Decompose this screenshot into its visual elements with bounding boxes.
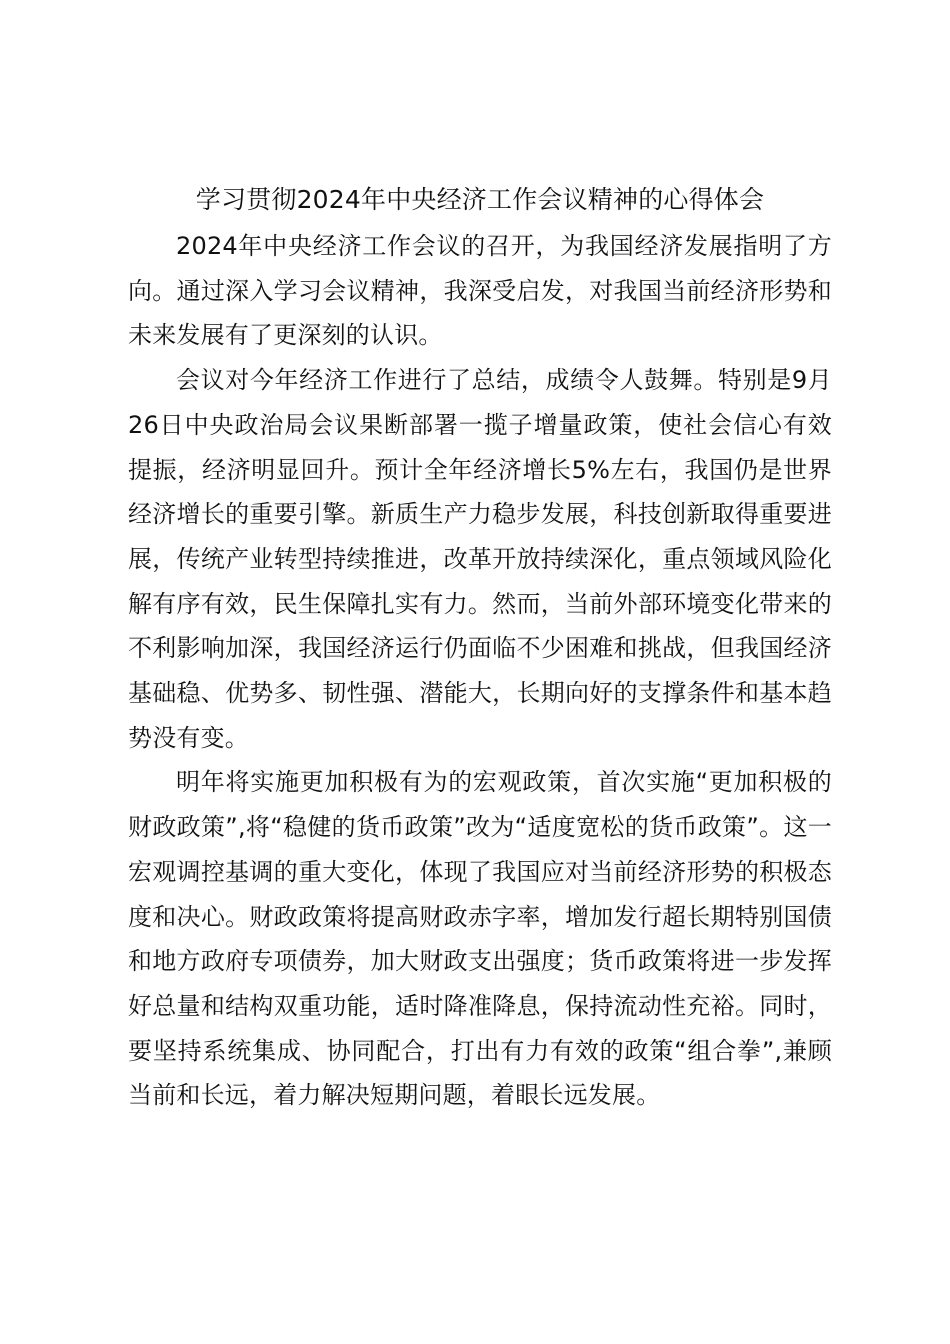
paragraph-2: 会议对今年经济工作进行了总结，成绩令人鼓舞。特别是9月26日中央政治局会议果断部署一揽子增量政策，使社会信心有效提振，经济明显回升。预计全年经济增长5%左右，我国仍是世界经济增长的重要引擎。新质生产力稳步发展，科技创新取得重要进展，传统产业转型持续推进，改革开放持续深化，重点领域风险化解有序有效，民生保障扎实有力。然而，当前外部环境变化带来的不利影响加深，我国经济运行仍面临不少困难和挑战，但我国经济基础稳、优势多、韧性强、潜能大，长期向好的支撑条件和基本趋势没有变。	[128, 366, 832, 752]
paragraph-3: 明年将实施更加积极有为的宏观政策，首次实施“更加积极的财政政策”,将“稳健的货币政策”改为“适度宽松的货币政策”。这一宏观调控基调的重大变化，体现了我国应对当前经济形势的积极态度和决心。财政政策将提高财政赤字率，增加发行超长期特别国债和地方政府专项债券，加大财政支出强度；货币政策将进一步发挥好总量和结构双重功能，适时降准降息，保持流动性充裕。同时，要坚持系统集成、协同配合，打出有力有效的政策“组合拳”,兼顾当前和长远，着力解决短期问题，着眼长远发展。	[128, 768, 832, 1110]
document-page	[128, 178, 832, 1118]
document-title: 学习贯彻2024年中央经济工作会议精神的心得体会	[195, 185, 765, 214]
paragraph-1: 2024年中央经济工作会议的召开，为我国经济发展指明了方向。通过深入学习会议精神，我深受启发，对我国当前经济形势和未来发展有了更深刻的认识。	[128, 232, 832, 350]
